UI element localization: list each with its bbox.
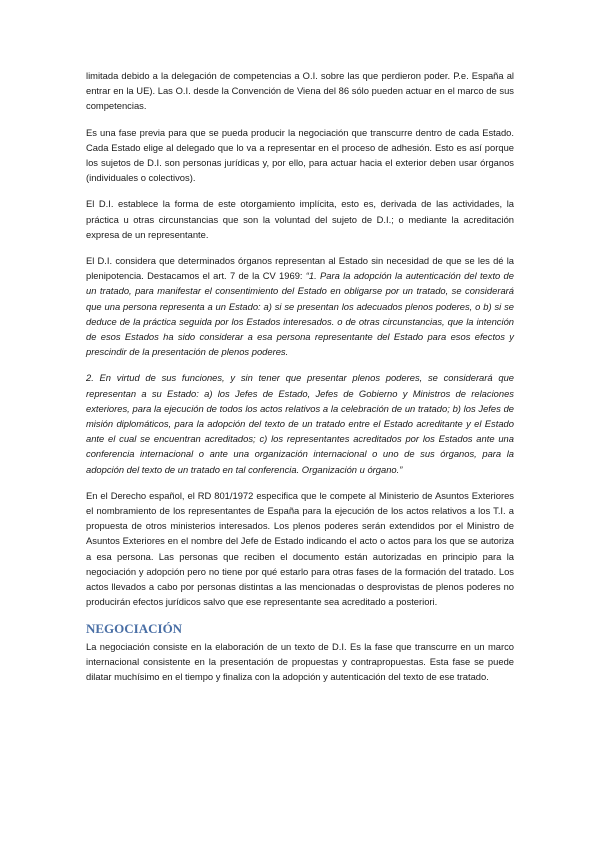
- paragraph-derecho-espanol: En el Derecho español, el RD 801/1972 especifica que le compete al Ministerio de Asuntos Exteriores el nombramiento de los representantes de España para la ejecución de los actos relativos a los T.I. a propuesta de otros ministerios interesados. Los plenos poderes serán extendidos por el Ministro de Asuntos Exteriores en el nombre del Jefe de Estado indicando el acto o actos para los que se autoriza a esa persona. Las personas que reciben el documento están autorizadas en principio para la negociación y adopción pero no tiene por qué estarlo para otras fases de la formación del tratado. Los actos llevados a cabo por personas distintas a las mencionadas o desprovistas de plenos poderes no producirán efectos jurídicos salvo que ese representante sea acreditado a posteriori.: [86, 489, 514, 608]
- section-heading-negociacion: NEGOCIACIÓN: [86, 620, 183, 636]
- quote-article-7-part-2: 2. En virtud de sus funciones, y sin tener que presentar plenos poderes, se considerará que representan a su Estado: a) los Jefes de Estado, Jefes de Gobierno y Ministros de relaciones exteriores, para la ejecución de todos los actos relativos a la celebración de un tratado; b) los Jefes de misión diplomáticos, para la adopción del texto de un tratado entre el Estado acreditante y el Estado ante el cual se encuentran acreditados; c) los representantes acreditados por los Estados ante una conferencia internacional o ante una organización internacional o uno de sus órganos, para la adopción del texto de un tratado en tal conferencia. Organización u órgano.”: [86, 372, 514, 475]
- paragraph-otorgamiento: El D.I. establece la forma de este otorgamiento implícita, esto es, derivada de las actividades, la práctica u otras circunstancias que son la voluntad del sujeto de D.I.; o mediante la acreditación expresa de un representante.: [86, 198, 514, 240]
- quote-article-7-part-1: “1. Para la adopción la autenticación del texto de un tratado, para manifestar el consentimiento del Estado en obligarse por un tratado, se considerará que una persona representa a un Estado: a) si se presentan los adecuados plenos poderes, o b) si se deduce de la práctica seguida por los Estados interesados. o de otras circunstancias, que la intención de esos Estados ha sido considerar a esa persona representante del Estado para esos efectos y prescindir de la presentación de plenos poderes.: [86, 270, 514, 358]
- document-page: [86, 68, 514, 684]
- paragraph-organos-representantes: [86, 253, 514, 359]
- paragraph-fase-previa: Es una fase previa para que se pueda producir la negociación que transcurre dentro de cada Estado. Cada Estado elige al delegado que lo va a representar en el proceso de adhesión. Esto es así porque los sujetos de D.I. son personas jurídicas y, por ello, para actuar hacia el exterior deben usar órganos (individuales o colectivos).: [86, 126, 514, 184]
- paragraph-negociacion: La negociación consiste en la elaboración de un texto de D.I. Es la fase que transcurre en un marco internacional consistente en la presentación de propuestas y contrapropuestas. Esta fase se puede dilatar muchísimo en el tiempo y finaliza con la adopción y autenticación del texto de ese tratado.: [86, 640, 514, 682]
- paragraph-competencias: limitada debido a la delegación de competencias a O.I. sobre las que perdieron poder. P.e. España al entrar en la UE). Las O.I. desde la Convención de Viena del 86 sólo pueden actuar en el marco de sus competencias.: [86, 70, 514, 112]
- paragraph-intro-text: El D.I. considera que determinados órganos representan al Estado sin necesidad de que se les dé la plenipotencia. Destacamos el art. 7 de la CV 1969:: [86, 255, 514, 282]
